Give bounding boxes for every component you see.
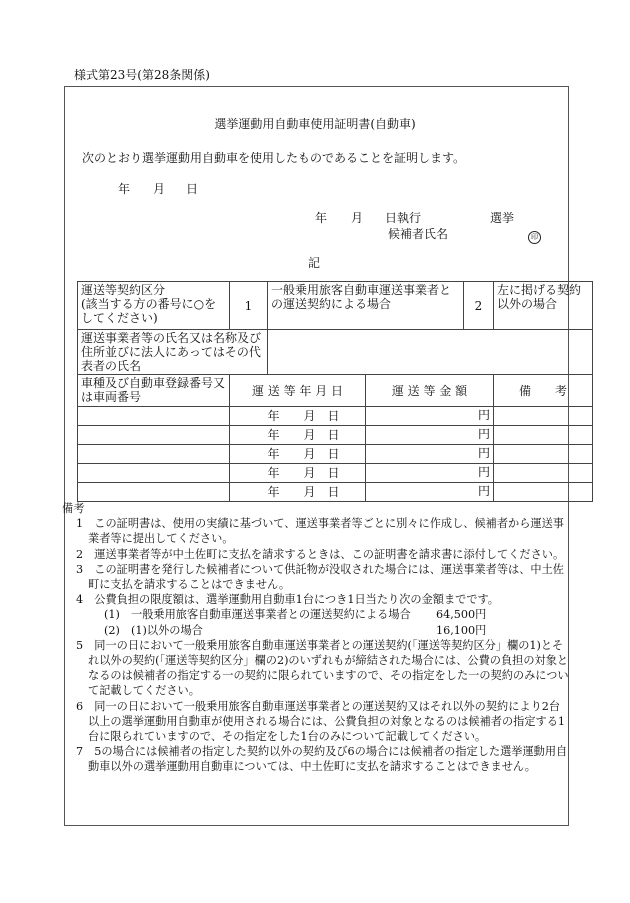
note-item: 4 公費負担の限度額は、選挙運動用自動車1台につき1日当たり次の金額までです。 bbox=[76, 593, 499, 607]
option2-number: 2 bbox=[464, 282, 494, 330]
note-item: 6 同一の日において一般乗用旅客自動車運送事業者との運送契約又はそれ以外の契約により2台以上の選挙運動用自動車が使用される場合には、公費負担の対象となるのは候補者の指定する1台に限られていますので、その指定をした1台のみについて記載してください。 bbox=[76, 699, 565, 744]
certificate-table bbox=[77, 281, 593, 502]
election-name: 選挙 bbox=[490, 211, 515, 225]
intro-text: 次のとおり選挙運動用自動車を使用したものであることを証明します。 bbox=[82, 151, 466, 165]
table-row bbox=[78, 483, 593, 502]
note-item: 5 同一の日において一般乗用旅客自動車運送事業者との運送契約(「運送等契約区分」欄の1)とそれ以外の契約(「運送等契約区分」欄の2)のいずれもが締結された場合には、公費の負担の対象となるのは候補者の指定する一の契約に限られていますので、その指定をした一の契約のみについて記載してください。 bbox=[76, 638, 569, 698]
issue-month: 月 bbox=[153, 182, 166, 196]
note-sub-item bbox=[64, 607, 569, 622]
date-cell: 年 月 日 bbox=[230, 426, 366, 445]
issue-day: 日 bbox=[186, 182, 199, 196]
header-row bbox=[78, 375, 593, 407]
remarks-cell bbox=[494, 445, 593, 464]
operator-value bbox=[268, 330, 593, 375]
amount-cell: 円 bbox=[366, 407, 494, 426]
document-title: 選挙運動用自動車使用証明書(自動車) bbox=[214, 117, 416, 131]
col-date-header: 運 送 等 年 月 日 bbox=[230, 375, 366, 407]
vehicle-cell bbox=[78, 426, 230, 445]
contract-type-row bbox=[78, 282, 593, 330]
vehicle-cell bbox=[78, 445, 230, 464]
election-month: 月 bbox=[351, 211, 364, 225]
contract-type-label: 運送等契約区分 (該当する方の番号に○をしてください) bbox=[78, 282, 230, 330]
date-cell: 年 月 日 bbox=[230, 483, 366, 502]
date-cell: 年 月 日 bbox=[230, 445, 366, 464]
vehicle-cell bbox=[78, 464, 230, 483]
remarks-cell bbox=[494, 426, 593, 445]
notes-section bbox=[64, 501, 569, 775]
form-number: 様式第23号(第28条関係) bbox=[74, 68, 210, 82]
col-remarks-header: 備 考 bbox=[494, 375, 593, 407]
note-item: 3 この証明書を発行した候補者について供託物が没収された場合には、運送事業者等は、中土佐町に支払を請求することはできません。 bbox=[76, 562, 564, 592]
vehicle-cell bbox=[78, 407, 230, 426]
ki-mark: 記 bbox=[308, 256, 321, 270]
table-row bbox=[78, 445, 593, 464]
note-item: 1 この証明書は、使用の実績に基づいて、運送事業者等ごとに別々に作成し、候補者から運送事業者等に提出してください。 bbox=[76, 517, 564, 546]
option1-number: 1 bbox=[230, 282, 268, 330]
operator-row bbox=[78, 330, 593, 375]
remarks-cell bbox=[494, 464, 593, 483]
sub-item-label: (1) 一般乗用旅客自動車運送事業者との運送契約による場合 bbox=[104, 608, 411, 622]
amount-cell: 円 bbox=[366, 464, 494, 483]
note-item: 7 5の場合には候補者の指定した契約以外の契約及び6の場合には候補者の指定した選挙運動用自動車以外の選挙運動用自動車については、中土佐町に支払を請求することはできません。 bbox=[76, 745, 568, 774]
date-cell: 年 月 日 bbox=[230, 464, 366, 483]
col-amount-header: 運 送 等 金 額 bbox=[366, 375, 494, 407]
vehicle-cell bbox=[78, 483, 230, 502]
operator-label: 運送事業者等の氏名又は名称及び住所並びに法人にあってはその代表者の氏名 bbox=[78, 330, 268, 375]
election-year: 年 bbox=[315, 211, 328, 225]
date-cell: 年 月 日 bbox=[230, 407, 366, 426]
amount-cell: 円 bbox=[366, 445, 494, 464]
note-item: 2 運送事業者等が中土佐町に支払を請求するときは、この証明書を請求書に添付してください。 bbox=[76, 547, 565, 561]
table-row bbox=[78, 407, 593, 426]
option2-text: 左に掲げる契約以外の場合 bbox=[494, 282, 593, 330]
sub-item-label: (2) (1)以外の場合 bbox=[104, 623, 203, 637]
remarks-cell bbox=[494, 407, 593, 426]
issue-year: 年 bbox=[118, 182, 131, 196]
remarks-cell bbox=[494, 483, 593, 502]
candidate-name-label: 候補者氏名 bbox=[388, 227, 449, 241]
election-day-exec: 日執行 bbox=[385, 211, 422, 225]
notes-header: 備考 bbox=[62, 502, 85, 515]
sub-item-amount: 64,500円 bbox=[436, 608, 487, 622]
note-sub-item bbox=[64, 623, 569, 638]
option1-text: 一般乗用旅客自動車運送事業者との運送契約による場合 bbox=[268, 282, 464, 330]
table-row bbox=[78, 426, 593, 445]
seal-mark bbox=[528, 227, 541, 244]
table-row bbox=[78, 464, 593, 483]
amount-cell: 円 bbox=[366, 426, 494, 445]
sub-item-amount: 16,100円 bbox=[436, 623, 487, 637]
seal-icon: 印 bbox=[528, 231, 541, 244]
col-vehicle-header: 車種及び自動車登録番号又は車両番号 bbox=[78, 375, 230, 407]
amount-cell: 円 bbox=[366, 483, 494, 502]
